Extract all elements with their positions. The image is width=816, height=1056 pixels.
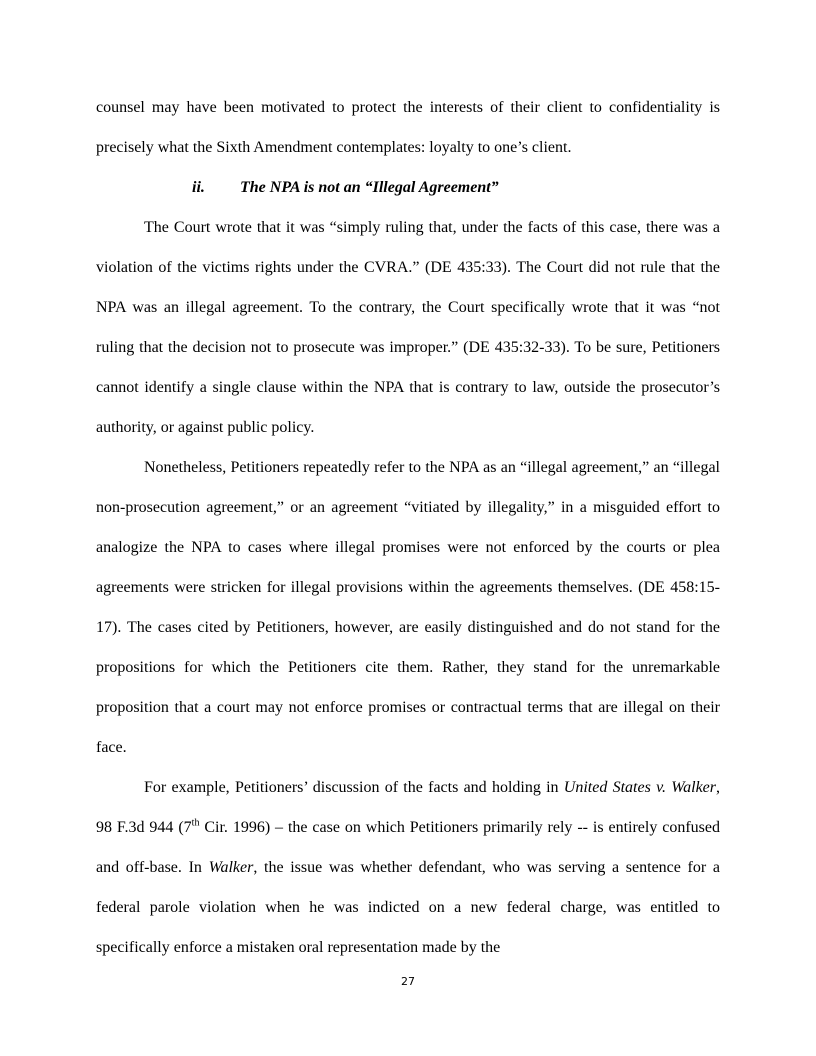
page-number: 27 — [401, 975, 415, 988]
paragraph-nonetheless: Nonetheless, Petitioners repeatedly refer to the NPA as an “illegal agreement,” an “illegal non-prosecution agreement,” or an agreement “vitiated by illegality,” in a misguided effort to analogize the NPA to cases where illegal promises were not enforced by the courts or plea agreements were stricken for illegal provisions within the agreements themselves. (DE 458:15-17). The cases cited by Petitioners, however, are easily distinguished and do not stand for the propositions for which the Petitioners cite them. Rather, they stand for the unremarkable proposition that a court may not enforce promises or contractual terms that are illegal on their face. — [96, 459, 720, 756]
case-short-walker: Walker — [208, 859, 254, 876]
paragraph-intro: counsel may have been motivated to protect the interests of their client to confidentiality is precisely what the Sixth Amendment contemplates: loyalty to one’s client. — [96, 99, 720, 156]
document-body — [96, 88, 720, 968]
citation-end: Cir. 1996) – the case on which Petitioners primarily rely -- is entirely confused and off-base. In — [96, 819, 721, 876]
example-lead: For example, Petitioners’ discussion of the facts and holding in — [144, 779, 564, 796]
paragraph-court-ruling: The Court wrote that it was “simply ruling that, under the facts of this case, there was a violation of the victims rights under the CVRA.” (DE 435:33). The Court did not rule that the NPA was an illegal agreement. To the contrary, the Court specifically wrote that it was “not ruling that the decision not to prosecute was improper.” (DE 435:32-33). To be sure, Petitioners cannot identify a single clause within the NPA that is contrary to law, outside the prosecutor’s authority, or against public policy. — [96, 219, 720, 436]
case-name-walker: United States v. Walker — [563, 779, 716, 796]
section-heading-number: ii. — [192, 179, 205, 196]
example-rest: , the issue was whether defendant, who was serving a sentence for a federal parole violation when he was indicted on a new federal charge, was entitled to specifically enforce a mistaken oral representation made by the — [96, 859, 720, 956]
citation-superscript: th — [191, 817, 200, 829]
section-heading-title: The NPA is not an “Illegal Agreement” — [240, 179, 499, 196]
section-heading — [192, 168, 720, 208]
paragraph-example — [96, 768, 720, 968]
citation-start: , 98 F.3d 944 (7 — [96, 779, 720, 836]
